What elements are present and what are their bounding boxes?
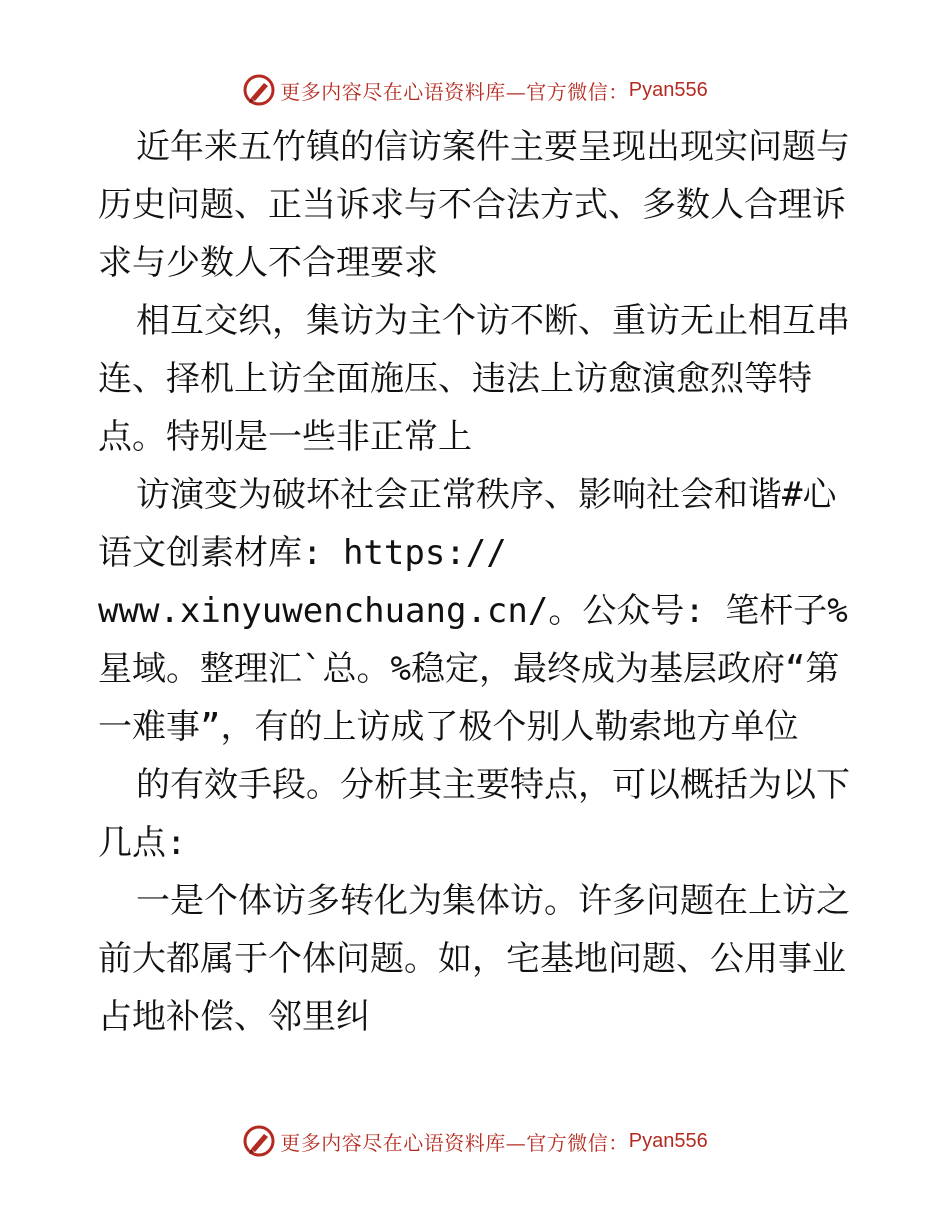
pen-logo-icon [242, 73, 276, 107]
header-watermark [0, 73, 950, 107]
watermark-wechat-id: Pyan556 [628, 78, 708, 101]
paragraph: 一是个体访多转化为集体访。许多问题在上访之前大都属于个体问题。如，宅基地问题、公用事业占地补偿、邻里纠 [98, 881, 850, 1037]
footer-watermark [0, 1124, 950, 1158]
pen-logo-icon [242, 1124, 276, 1158]
paragraph: 近年来五竹镇的信访案件主要呈现出现实问题与历史问题、正当诉求与不合法方式、多数人合理诉求与少数人不合理要求 [98, 127, 850, 283]
watermark-text: 更多内容尽在心语资料库—官方微信： [280, 1130, 629, 1155]
watermark-text: 更多内容尽在心语资料库—官方微信： [280, 79, 629, 104]
paragraph: 的有效手段。分析其主要特点，可以概括为以下几点: [98, 765, 850, 863]
paragraph: 相互交织，集访为主个访不断、重访无止相互串连、择机上访全面施压、违法上访愈演愈烈等特点。特别是一些非正常上 [98, 301, 850, 457]
watermark-wechat-id: Pyan556 [628, 1129, 708, 1152]
document-body [98, 118, 854, 1046]
paragraph: 访演变为破坏社会正常秩序、影响社会和谐#心语文创素材库: https:// www.xinyuwenchuang.cn/。公众号: 笔杆子%星域。整理汇`总。%稳定，最终成为基层政府“第一难事”，有的上访成了极个别人勒索地方单位 [98, 475, 848, 747]
